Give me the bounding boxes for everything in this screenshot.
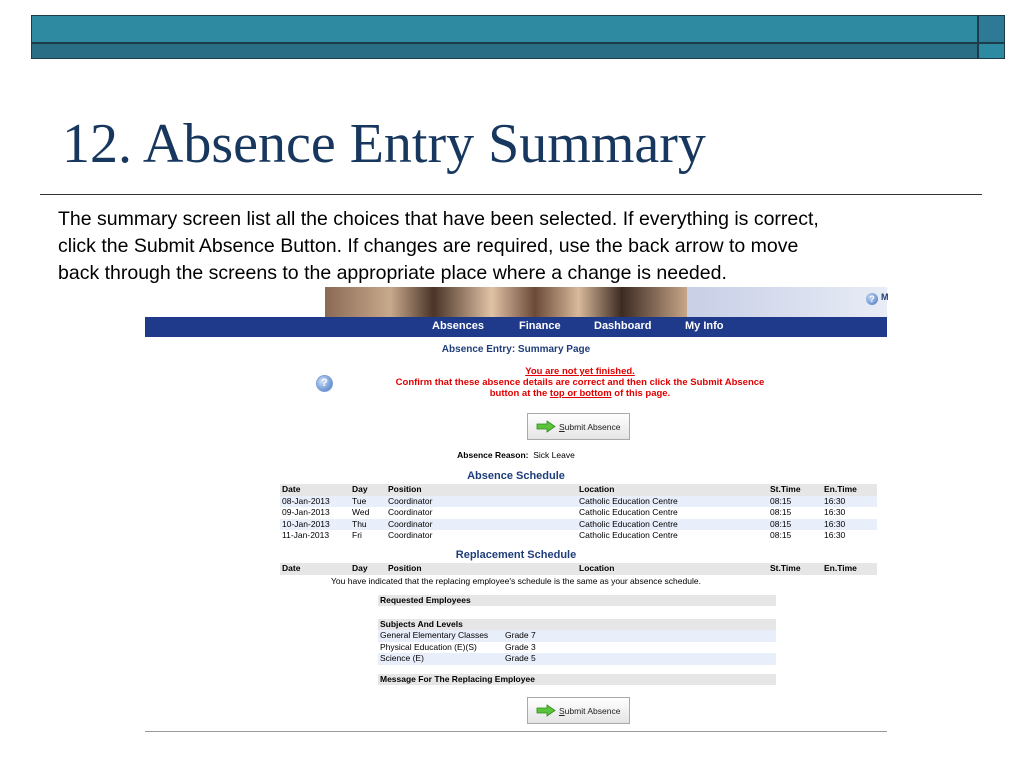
cell-date: 09-Jan-2013 xyxy=(282,507,330,517)
body-line: click the Submit Absence Button. If changes are required, use the back arrow to move xyxy=(58,235,799,257)
cell-start-time: 08:15 xyxy=(770,495,792,506)
banner-fade xyxy=(687,287,887,317)
cell-end-time: 16:30 xyxy=(824,495,846,506)
submit-absence-label: Submit Absence xyxy=(559,422,621,432)
subjects-section xyxy=(378,619,776,665)
arrow-right-icon xyxy=(537,705,555,716)
submit-absence-button-bottom[interactable] xyxy=(527,697,630,724)
cell-end-time: 16:30 xyxy=(824,507,846,517)
col-position: Position xyxy=(388,484,422,494)
page-heading: Absence Entry: Summary Page xyxy=(441,344,591,355)
slide-header-bar xyxy=(31,15,978,43)
cell-date: 08-Jan-2013 xyxy=(282,495,330,506)
bottom-divider xyxy=(145,731,887,732)
replacement-note: You have indicated that the replacing employee's schedule is the same as your absence schedule. xyxy=(331,576,701,586)
nav-finance[interactable]: Finance xyxy=(519,320,561,332)
warning-line-1: You are not yet finished. xyxy=(525,366,635,377)
banner-photo xyxy=(325,287,687,317)
section-heading: Requested Employees xyxy=(378,595,776,606)
help-icon[interactable]: ? xyxy=(866,293,878,305)
absence-reason-value: Sick Leave xyxy=(533,450,575,460)
subject-level: Grade 7 xyxy=(505,630,536,640)
subject-level: Grade 3 xyxy=(505,641,536,652)
warning-text: of this page. xyxy=(611,388,671,399)
help-link-label[interactable]: M xyxy=(881,292,889,302)
cell-day: Tue xyxy=(352,495,367,506)
col-end-time: En.Time xyxy=(824,484,857,494)
cell-date: 11-Jan-2013 xyxy=(282,530,330,540)
cell-date: 10-Jan-2013 xyxy=(282,518,330,529)
cell-position: Coordinator xyxy=(388,495,433,506)
absence-reason-label: Absence Reason: xyxy=(457,450,529,460)
replacement-schedule-title: Replacement Schedule xyxy=(455,549,577,561)
cell-location: Catholic Education Centre xyxy=(579,530,678,540)
warning-line-3 xyxy=(350,388,810,399)
col-date: Date xyxy=(282,484,301,494)
slide-body-text xyxy=(58,206,978,287)
subject-name: Science (E) xyxy=(380,653,424,663)
cell-end-time: 16:30 xyxy=(824,530,846,540)
cell-location: Catholic Education Centre xyxy=(579,507,678,517)
warning-message xyxy=(350,366,810,399)
subject-name: Physical Education (E)(S) xyxy=(380,641,477,652)
arrow-right-icon xyxy=(537,421,555,432)
title-divider xyxy=(40,194,982,195)
col-end-time: En.Time xyxy=(824,563,857,573)
nav-my-info[interactable]: My Info xyxy=(685,320,724,332)
message-section xyxy=(378,674,776,685)
subject-name: General Elementary Classes xyxy=(380,630,489,640)
cell-start-time: 08:15 xyxy=(770,507,792,517)
app-banner xyxy=(145,287,887,317)
section-heading: Message For The Replacing Employee xyxy=(378,674,776,685)
col-start-time: St.Time xyxy=(770,484,801,494)
body-line: back through the screens to the appropriate place where a change is needed. xyxy=(58,262,727,284)
absence-schedule-table xyxy=(280,484,877,542)
col-position: Position xyxy=(388,563,422,573)
cell-day: Fri xyxy=(352,530,362,540)
cell-day: Wed xyxy=(352,507,370,517)
cell-location: Catholic Education Centre xyxy=(579,518,678,529)
col-day: Day xyxy=(352,563,368,573)
body-line: The summary screen list all the choices that have been selected. If everything is correct, xyxy=(58,208,819,230)
col-start-time: St.Time xyxy=(770,563,801,573)
top-or-bottom-link[interactable]: top or bottom xyxy=(549,388,612,399)
section-heading: Subjects And Levels xyxy=(378,619,776,630)
list-item xyxy=(378,653,776,665)
cell-position: Coordinator xyxy=(388,518,433,529)
list-item xyxy=(378,630,776,642)
table-row xyxy=(280,507,877,519)
help-icon[interactable]: ? xyxy=(316,375,333,392)
col-day: Day xyxy=(352,484,368,494)
col-location: Location xyxy=(579,484,615,494)
app-screenshot xyxy=(145,287,887,733)
table-header xyxy=(280,484,877,496)
replacement-schedule-table xyxy=(280,563,877,575)
col-date: Date xyxy=(282,563,301,573)
table-row xyxy=(280,530,877,542)
cell-start-time: 08:15 xyxy=(770,530,792,540)
nav-absences[interactable]: Absences xyxy=(432,320,484,332)
absence-reason xyxy=(145,450,887,460)
col-location: Location xyxy=(579,563,615,573)
nav-dashboard[interactable]: Dashboard xyxy=(594,320,652,332)
absence-schedule-title: Absence Schedule xyxy=(467,470,565,482)
submit-absence-button-top[interactable] xyxy=(527,413,630,440)
table-row xyxy=(280,519,877,531)
table-header xyxy=(280,563,877,575)
slide-header-square xyxy=(978,15,1005,43)
cell-location: Catholic Education Centre xyxy=(579,495,678,506)
table-row xyxy=(280,496,877,508)
cell-end-time: 16:30 xyxy=(824,518,846,529)
slide-header-bar-lower xyxy=(31,43,978,59)
slide-header-square-lower xyxy=(978,43,1005,59)
submit-absence-label: Submit Absence xyxy=(559,706,621,716)
warning-text: button at the xyxy=(489,388,550,399)
subject-level: Grade 5 xyxy=(505,653,536,663)
list-item xyxy=(378,642,776,654)
cell-position: Coordinator xyxy=(388,530,433,540)
requested-employees-section xyxy=(378,595,776,606)
cell-position: Coordinator xyxy=(388,507,433,517)
main-nav xyxy=(145,317,887,337)
cell-day: Thu xyxy=(352,518,367,529)
warning-line-2: Confirm that these absence details are correct and then click the Submit Absence xyxy=(395,377,765,388)
cell-start-time: 08:15 xyxy=(770,518,792,529)
slide-title: 12. Absence Entry Summary xyxy=(62,113,706,175)
